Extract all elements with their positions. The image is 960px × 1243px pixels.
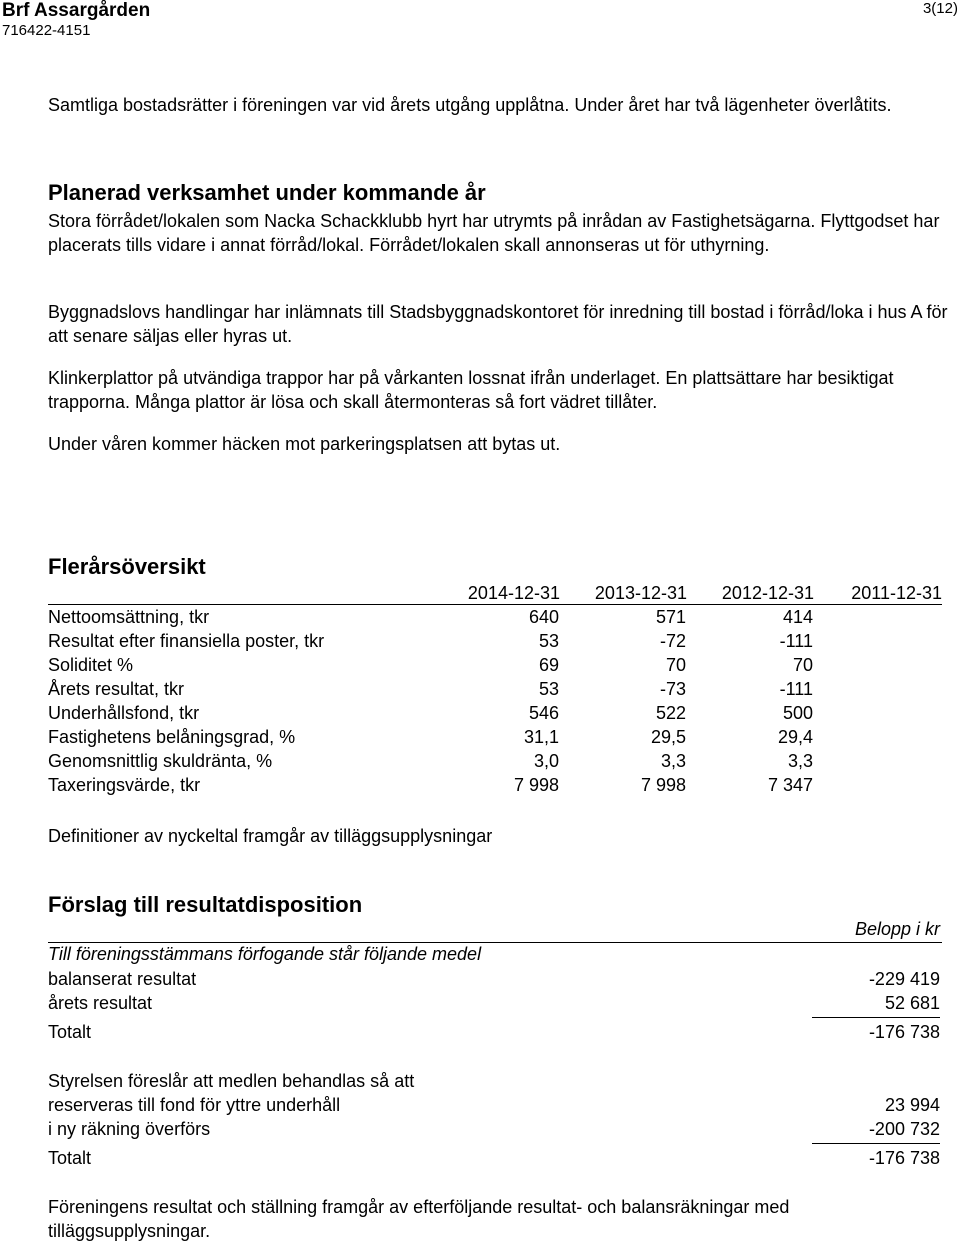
row-value: 522	[655, 703, 686, 723]
row-value: -73	[659, 679, 686, 699]
proposal-text: Styrelsen föreslår att medlen behandlas så att	[48, 1071, 415, 1091]
header-divider	[48, 604, 942, 605]
row-value: 29,4	[777, 727, 813, 747]
row-value: 7 998	[640, 775, 686, 795]
disposition-row	[48, 969, 940, 993]
row-label: Fastighetens belåningsgrad, %	[48, 727, 296, 747]
row-value: 500	[782, 703, 813, 723]
row-value: 640	[528, 607, 559, 627]
row-value: 7 998	[513, 775, 559, 795]
table-row	[48, 679, 948, 703]
disposition-total-row	[48, 1148, 940, 1172]
table-row	[48, 607, 948, 631]
row-label: Årets resultat, tkr	[48, 679, 185, 699]
row-value: 70	[792, 655, 813, 675]
intro-paragraph: Samtliga bostadsrätter i föreningen var vid årets utgång upplåtna. Under året har två lägenheter överlåtits.	[48, 95, 892, 115]
overview-note: Definitioner av nyckeltal framgår av tilläggsupplysningar	[48, 826, 493, 846]
row-value: 3,3	[787, 751, 813, 771]
row-value: 29,5	[650, 727, 686, 747]
row-value: 53	[538, 679, 559, 699]
column-header: 2011-12-31	[851, 583, 942, 603]
page-number: 3(12)	[922, 0, 958, 17]
footer-paragraph: Föreningens resultat och ställning framgår av efterföljande resultat- och balansräkningar med tilläggsupplysningar.	[48, 1197, 790, 1241]
column-header: 2014-12-31	[467, 583, 560, 603]
total-value: -176 738	[868, 1022, 940, 1042]
table-row	[48, 631, 948, 655]
row-value: -111	[779, 631, 813, 651]
column-header: 2012-12-31	[721, 583, 814, 603]
row-label: Genomsnittlig skuldränta, %	[48, 751, 273, 771]
row-value: 3,0	[533, 751, 559, 771]
table-row	[48, 751, 948, 775]
row-value: 70	[665, 655, 686, 675]
row-value: 414	[782, 607, 813, 627]
row-value: 3,3	[660, 751, 686, 771]
row-value: 7 347	[767, 775, 813, 795]
overview-heading: Flerårsöversikt	[48, 554, 206, 579]
row-value: 546	[528, 703, 559, 723]
row-value: -200 732	[868, 1119, 940, 1139]
table-row	[48, 727, 948, 751]
disposition-divider	[48, 942, 942, 943]
row-value: 53	[538, 631, 559, 651]
row-label: Resultat efter finansiella poster, tkr	[48, 631, 325, 651]
column-header: 2013-12-31	[594, 583, 687, 603]
organization-name: Brf Assargården	[2, 0, 151, 21]
amount-header: Belopp i kr	[854, 919, 940, 939]
row-value: 31,1	[523, 727, 559, 747]
row-label: reserveras till fond för yttre underhåll	[48, 1095, 341, 1115]
subtotal-line	[812, 1017, 940, 1018]
row-label: Soliditet %	[48, 655, 134, 675]
planned-activities-heading: Planerad verksamhet under kommande år	[48, 180, 486, 205]
row-value: 69	[538, 655, 559, 675]
row-label: Nettoomsättning, tkr	[48, 607, 210, 627]
planned-paragraph-3: Klinkerplattor på utvändiga trappor har på vårkanten lossnat ifrån underlaget. En plattsättare har besiktigat trapporna. Många plattor är lösa och skall återmonteras så fort vädret tillåter.	[48, 368, 894, 412]
table-row	[48, 703, 948, 727]
total-label: Totalt	[48, 1148, 92, 1168]
disposition-heading: Förslag till resultatdisposition	[48, 892, 363, 917]
row-label: Taxeringsvärde, tkr	[48, 775, 201, 795]
disposition-row	[48, 1119, 940, 1143]
row-value: 571	[655, 607, 686, 627]
row-label: i ny räkning överförs	[48, 1119, 211, 1139]
planned-paragraph-1: Stora förrådet/lokalen som Nacka Schackklubb hyrt har utrymts på inrådan av Fastighetsägarna. Flyttgodset har placerats tills vidare i annat förråd/lokal. Förrådet/lokalen skall annonseras ut för uthyrning.	[48, 211, 940, 255]
row-value: -72	[659, 631, 686, 651]
row-value: 52 681	[884, 993, 940, 1013]
organization-number: 716422-4151	[2, 22, 91, 39]
disposition-total-row	[48, 1022, 940, 1046]
disposition-row	[48, 993, 940, 1017]
total-label: Totalt	[48, 1022, 92, 1042]
row-label: årets resultat	[48, 993, 153, 1013]
row-value: -229 419	[868, 969, 940, 989]
disposition-row	[48, 1095, 940, 1119]
row-value: 23 994	[884, 1095, 940, 1115]
row-label: Underhållsfond, tkr	[48, 703, 200, 723]
planned-paragraph-2: Byggnadslovs handlingar har inlämnats till Stadsbyggnadskontoret för inredning till bostad i förråd/loka i hus A för att senare säljas eller hyras ut.	[48, 302, 948, 346]
row-label: balanserat resultat	[48, 969, 197, 989]
disposition-intro: Till föreningsstämmans förfogande står följande medel	[48, 944, 482, 964]
subtotal-line	[812, 1143, 940, 1144]
row-value: -111	[779, 679, 813, 699]
table-row	[48, 655, 948, 679]
planned-paragraph-4: Under våren kommer häcken mot parkeringsplatsen att bytas ut.	[48, 434, 561, 454]
table-row	[48, 775, 948, 799]
total-value: -176 738	[868, 1148, 940, 1168]
